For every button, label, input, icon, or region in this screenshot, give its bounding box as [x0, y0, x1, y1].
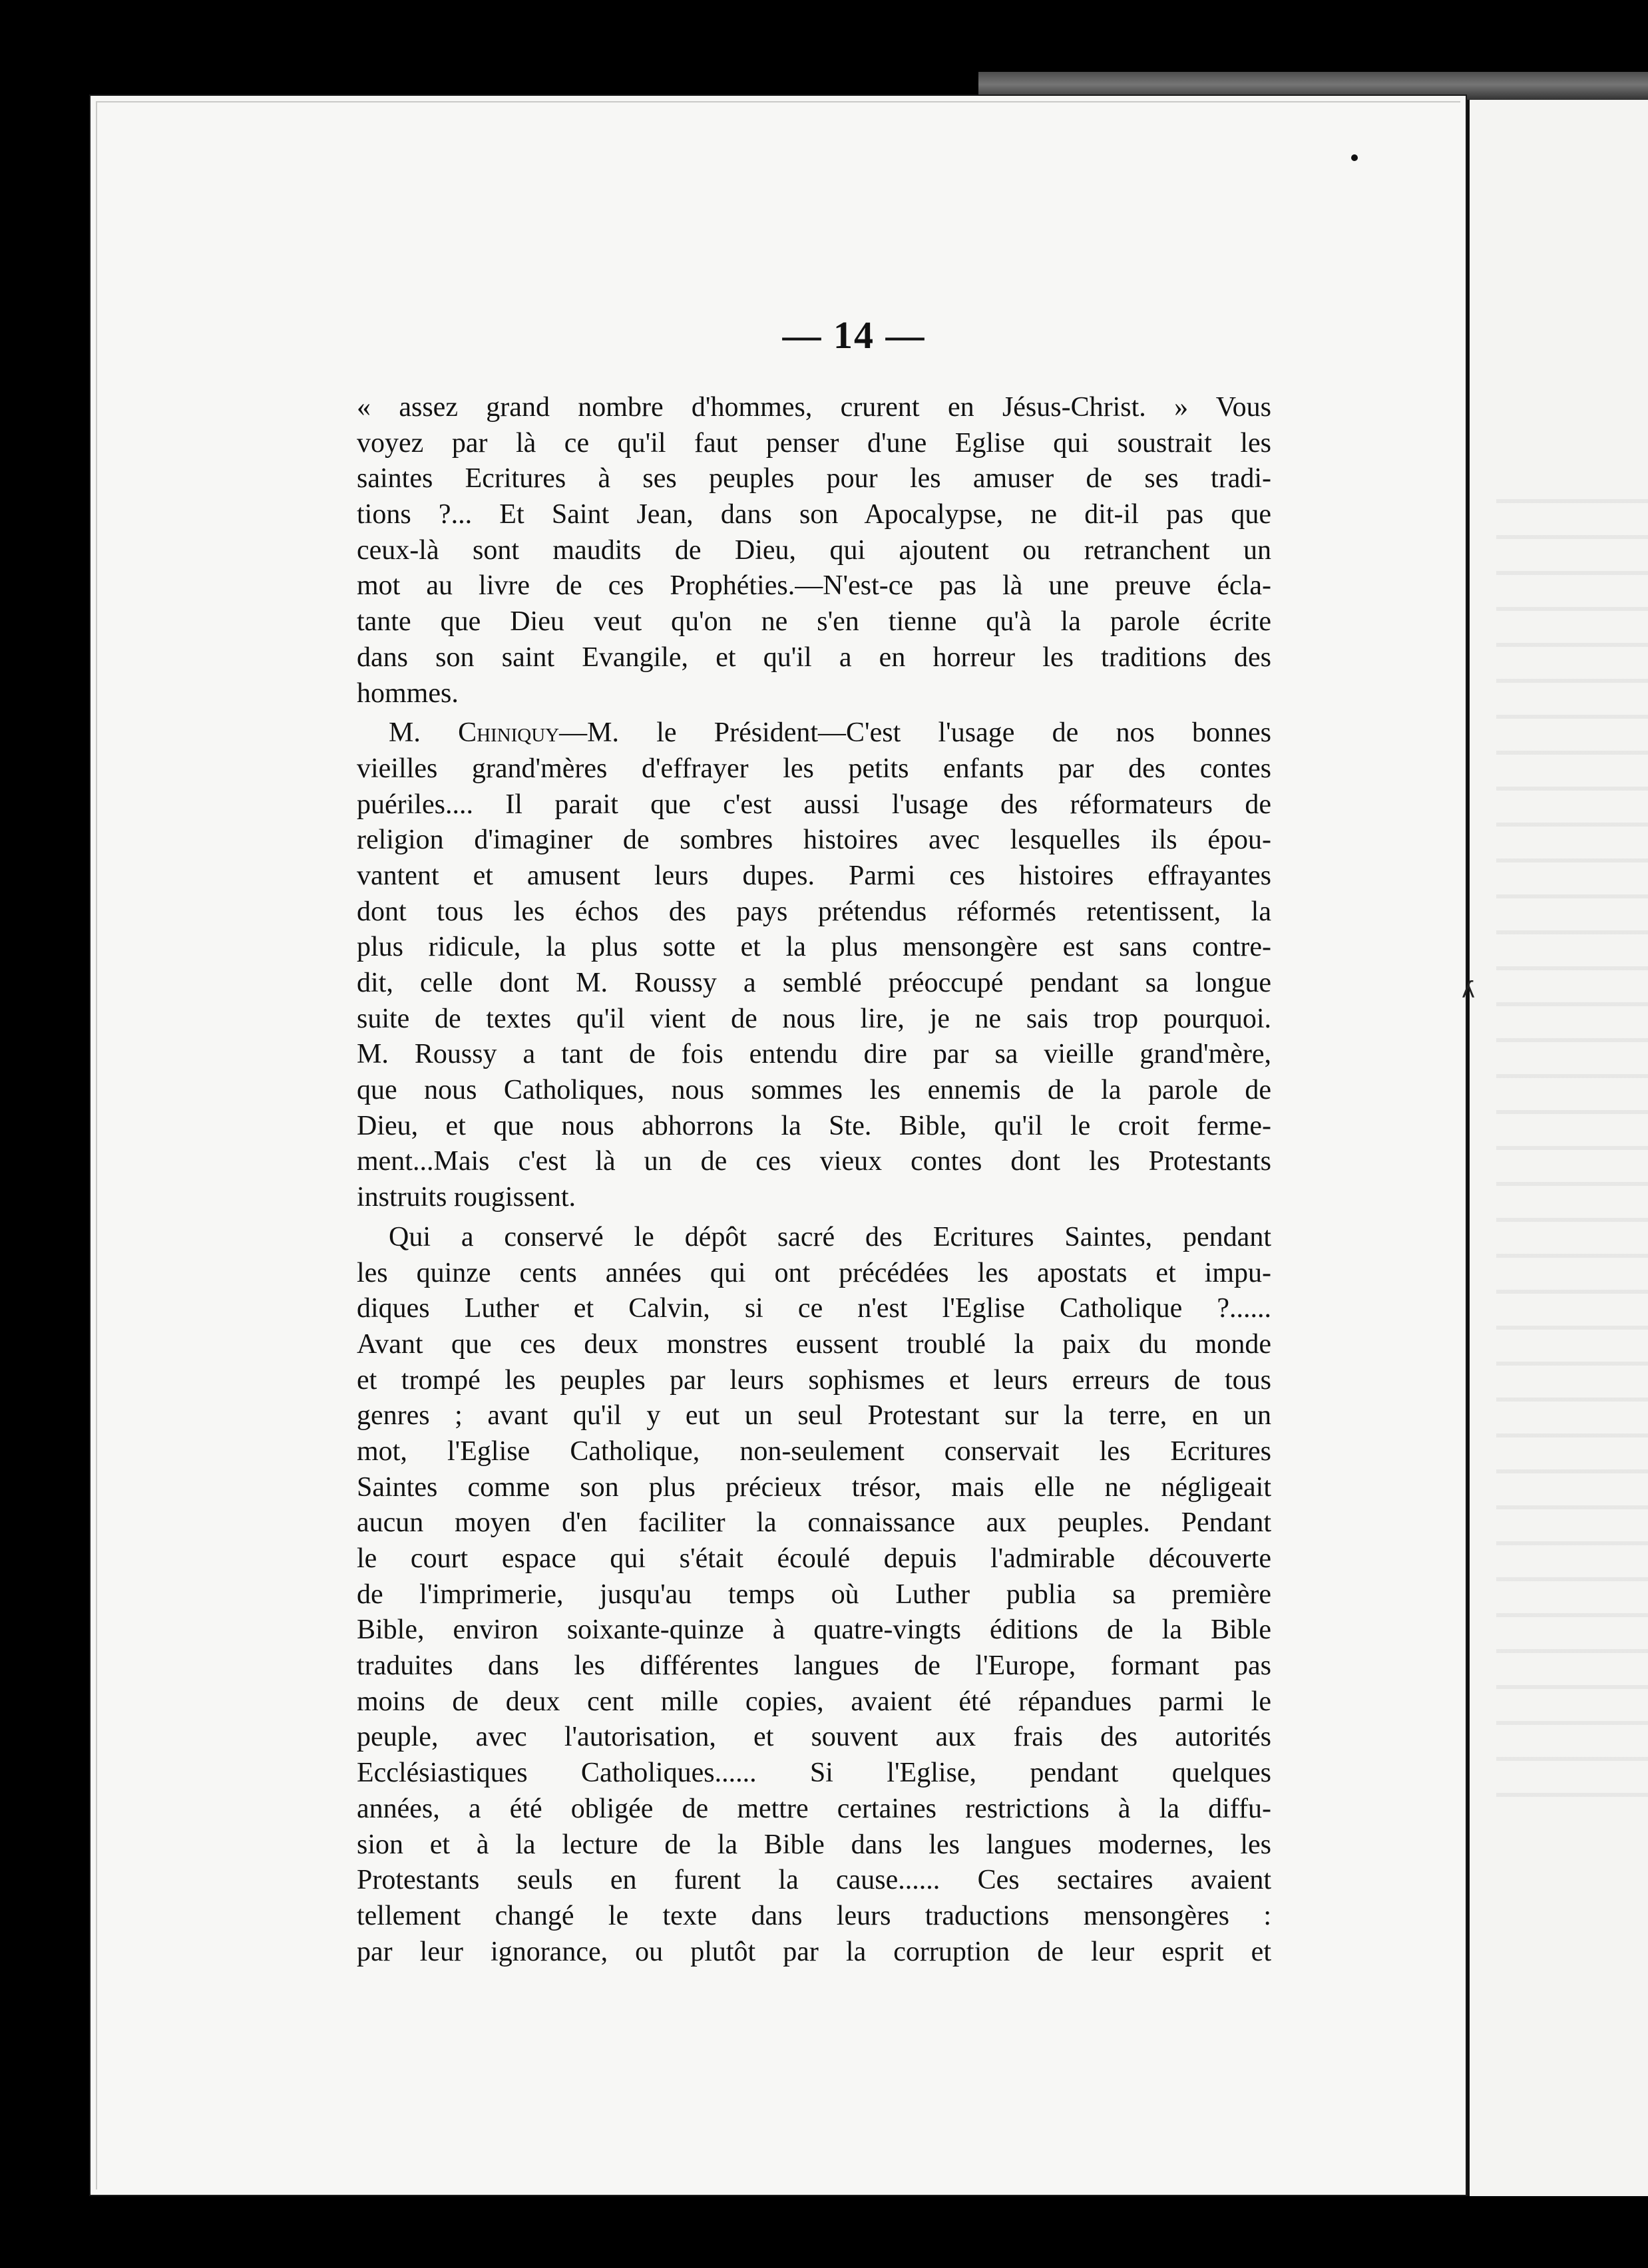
text-line: Protestants seuls en furent la cause...... Ces sectaires avaient — [357, 1865, 1271, 1896]
text-line: sion et à la lecture de la Bible dans les langues modernes, les — [357, 1829, 1271, 1860]
text-line: religion d'imaginer de sombres histoires avec lesquelles ils épou- — [357, 825, 1271, 856]
text-line: traduites dans les différentes langues de l'Europe, formant pas — [357, 1650, 1271, 1682]
text-line: moins de deux cent mille copies, avaient été répandues parmi le — [357, 1686, 1271, 1717]
text-line: mot au livre de ces Prophéties.—N'est-ce pas là une preuve écla- — [357, 570, 1271, 602]
text-line: vantent et amusent leurs dupes. Parmi ces histoires effrayantes — [357, 860, 1271, 891]
paragraph-1 — [357, 390, 1271, 711]
text-line: dont tous les échos des pays prétendus réformés retentissent, la — [357, 896, 1271, 927]
margin-mark: ʎ — [1462, 977, 1476, 1004]
text-line: aucun moyen d'en faciliter la connaissance aux peuples. Pendant — [357, 1507, 1271, 1539]
text-line: Dieu, et que nous abhorrons la Ste. Bible, qu'il le croit ferme- — [357, 1110, 1271, 1141]
text-line: hommes. — [357, 677, 459, 709]
text-line: ceux-là sont maudits de Dieu, qui ajoutent ou retranchent un — [357, 534, 1271, 566]
text-line: Qui a conservé le dépôt sacré des Ecritures Saintes, pendant — [389, 1221, 1271, 1252]
text-line: dans son saint Evangile, et qu'il a en horreur les traditions des — [357, 642, 1271, 673]
text-line: diques Luther et Calvin, si ce n'est l'Eglise Catholique ?...... — [357, 1293, 1271, 1324]
body-text — [357, 390, 1271, 1970]
text-line: genres ; avant qu'il y eut un seul Protestant sur la terre, en un — [357, 1400, 1271, 1431]
text-line: Saintes comme son plus précieux trésor, mais elle ne négligeait — [357, 1471, 1271, 1503]
text-line: années, a été obligée de mettre certaines restrictions à la diffu- — [357, 1793, 1271, 1824]
text-line: instruits rougissent. — [357, 1182, 576, 1213]
speaker-line — [357, 715, 1271, 751]
facing-page-edge — [1467, 100, 1648, 2196]
text-line: tellement changé le texte dans leurs traductions mensongères : — [357, 1900, 1271, 1931]
text-line: tante que Dieu veut qu'on ne s'en tienne qu'à la parole écrite — [357, 606, 1271, 638]
text-line: Ecclésiastiques Catholiques...... Si l'Eglise, pendant quelques — [357, 1758, 1271, 1789]
text-line: par leur ignorance, ou plutôt par la corruption de leur esprit et — [357, 1936, 1271, 1967]
text-line: mot, l'Eglise Catholique, non-seulement conservait les Ecritures — [357, 1435, 1271, 1467]
text-line: M. Roussy a tant de fois entendu dire par sa vieille grand'mère, — [357, 1039, 1271, 1070]
text-line: voyez par là ce qu'il faut penser d'une Eglise qui soustrait les — [357, 427, 1271, 459]
text-line: Bible, environ soixante-quinze à quatre-vingts éditions de la Bible — [357, 1614, 1271, 1646]
text-line: ment...Mais c'est là un de ces vieux contes dont les Protestants — [357, 1146, 1271, 1177]
text-line: que nous Catholiques, nous sommes les ennemis de la parole de — [357, 1075, 1271, 1106]
text-line: suite de textes qu'il vient de nous lire, je ne sais trop pourquoi. — [357, 1003, 1271, 1034]
paragraph-2 — [357, 715, 1271, 1216]
text-line: saintes Ecritures à ses peuples pour les amuser de ses tradi- — [357, 463, 1271, 494]
text-line: « assez grand nombre d'hommes, crurent en Jésus-Christ. » Vous — [357, 392, 1271, 423]
text-line: Avant que ces deux monstres eussent troublé la paix du monde — [357, 1328, 1271, 1360]
bleed-through-lines — [1496, 472, 1648, 1803]
text-line: plus ridicule, la plus sotte et la plus mensongère est sans contre- — [357, 932, 1271, 963]
ink-dot — [1351, 154, 1358, 161]
text-line: et trompé les peuples par leurs sophismes et leurs erreurs de tous — [357, 1364, 1271, 1396]
text-line: vieilles grand'mères d'effrayer les petits enfants par des contes — [357, 753, 1271, 784]
speaker-name: M. Chiniquy — [389, 717, 560, 749]
text-line: de l'imprimerie, jusqu'au temps où Luther publia sa première — [357, 1579, 1271, 1610]
text-line: le court espace qui s'était écoulé depuis l'admirable découverte — [357, 1543, 1271, 1574]
text-line: dit, celle dont M. Roussy a semblé préoccupé pendant sa longue — [357, 968, 1271, 998]
text-line: puériles.... Il parait que c'est aussi l'usage des réformateurs de — [357, 789, 1271, 820]
text-line: les quinze cents années qui ont précédées les apostats et impu- — [357, 1257, 1271, 1288]
page-number: — 14 — — [782, 313, 926, 357]
paragraph-3 — [357, 1220, 1271, 1970]
text-line: peuple, avec l'autorisation, et souvent aux frais des autorités — [357, 1722, 1271, 1753]
text-line: tions ?... Et Saint Jean, dans son Apocalypse, ne dit-il pas que — [357, 499, 1271, 530]
speaker-line-rest: —M. le Président—C'est l'usage de nos bonnes — [559, 717, 1272, 749]
